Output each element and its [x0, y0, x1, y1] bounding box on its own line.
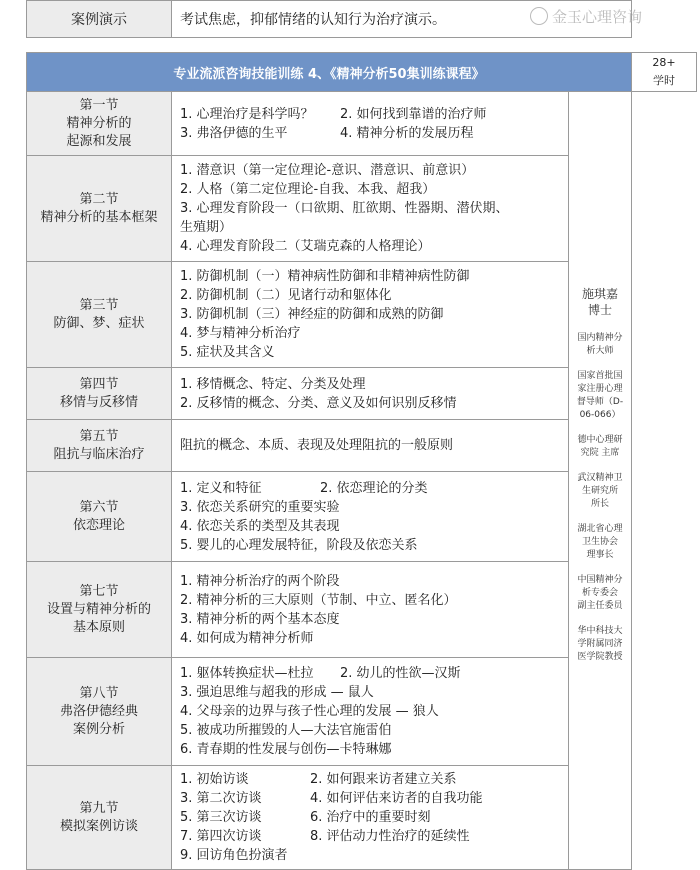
hours-value: 28+: [652, 56, 676, 69]
hours: [633, 54, 695, 90]
header-row: [27, 53, 697, 92]
teacher-credential: 德中心理研 究院 主席: [577, 434, 623, 458]
teacher-name: 施琪嘉 博士: [582, 286, 619, 317]
watermark: [530, 6, 642, 27]
list-item: 5. 症状及其含义: [180, 345, 275, 360]
table-row: [27, 92, 697, 156]
list-item: 1. 防御机制（一）精神病性防御和非精神病性防御: [180, 269, 470, 284]
list-item: 3. 弗洛伊德的生平: [180, 125, 288, 141]
teacher-credential: 中国精神分 析专委会 副主任委员: [577, 574, 623, 611]
section-title: 第四节 移情与反移情: [27, 368, 172, 420]
course-header: 专业流派咨询技能训练 4、《精神分析50集训练课程》: [27, 53, 632, 92]
list-item: 2. 人格（第二定位理论-自我、本我、超我）: [180, 182, 436, 197]
list-item: 2. 依恋理论的分类: [320, 480, 428, 496]
list-item: 4. 如何评估来访者的自我功能: [310, 791, 483, 806]
list-item: 3. 依恋关系研究的重要实验: [180, 499, 340, 515]
teacher-credential: 国家首批国 家注册心理 督导师（D- 06-066）: [576, 370, 624, 420]
section-title: 第九节 模拟案例访谈: [27, 766, 172, 870]
topic-pair: [180, 664, 560, 683]
list-item: 9. 回访角色扮演者: [180, 848, 288, 863]
section-content: [172, 156, 569, 262]
row-content: 考试焦虑，抑郁情绪的认知行为治疗演示。: [172, 1, 632, 38]
section-content: [172, 262, 569, 368]
list-item: 3. 心理发育阶段一（口欲期、肛欲期、性器期、潜伏期、 生殖期）: [180, 201, 509, 235]
list-item: 4. 依恋关系的类型及其表现: [180, 518, 340, 534]
section-title: 第五节 阻抗与临床治疗: [27, 420, 172, 472]
list-item: 5. 婴儿的心理发展特征，阶段及依恋关系: [180, 537, 418, 553]
left-margin: [0, 0, 26, 851]
section-title: 第七节 设置与精神分析的 基本原则: [27, 562, 172, 658]
list-item: 6. 治疗中的重要时刻: [310, 810, 431, 825]
section-title: 第一节 精神分析的 起源和发展: [27, 92, 172, 156]
list-item: 6. 青春期的性发展与创伤—卡特琳娜: [180, 742, 392, 757]
list-item: 1. 躯体转换症状—杜拉: [180, 666, 314, 681]
list-item: 2. 如何跟来访者建立关系: [310, 772, 457, 787]
list-item: 2. 幼儿的性欲—汉斯: [340, 666, 461, 681]
list-item: 2. 反移情的概念、分类、意义及如何识别反移情: [180, 395, 457, 411]
section-content: [172, 472, 569, 562]
section-content: [172, 658, 569, 766]
list-item: 1. 初始访谈: [180, 772, 249, 787]
list-item: 2. 防御机制（二）见诸行动和躯体化: [180, 288, 392, 303]
list-item: 3. 防御机制（三）神经症的防御和成熟的防御: [180, 307, 444, 322]
teacher-credential: 华中科技大 学附属同济 医学院教授: [577, 625, 623, 662]
section-title: 第八节 弗洛伊德经典 案例分析: [27, 658, 172, 766]
section-title: 第二节 精神分析的基本框架: [27, 156, 172, 262]
section-content: [172, 368, 569, 420]
topic-pair: [180, 479, 560, 498]
list-item: 4. 父母亲的边界与孩子性心理的发展 — 狼人: [180, 704, 439, 719]
list-item: 1. 心理治疗是科学吗？: [180, 106, 314, 122]
hours-unit: 学时: [653, 74, 676, 87]
section-content: [172, 766, 569, 870]
list-item: 2. 如何找到靠谱的治疗师: [340, 106, 487, 122]
list-item: 4. 如何成为精神分析师: [180, 630, 314, 646]
list-item: 3. 第二次访谈: [180, 791, 262, 806]
wechat-logo-icon: [530, 7, 548, 25]
list-item: 3. 精神分析的两个基本态度: [180, 611, 340, 627]
list-item: 5. 第三次访谈: [180, 810, 262, 825]
list-item: 5. 被成功所摧毁的人—大法官施雷伯: [180, 723, 392, 738]
section-content: [172, 562, 569, 658]
list-item: 3. 强迫思维与超我的形成 — 鼠人: [180, 685, 374, 700]
list-item: 阻抗的概念、本质、表现及处理阻抗的一般原则: [180, 438, 454, 453]
list-item: 7. 第四次访谈: [180, 829, 262, 844]
list-item: 1. 潜意识（第一定位理论-意识、潜意识、前意识）: [180, 163, 475, 178]
list-item: 4. 心理发育阶段二（艾瑞克森的人格理论）: [180, 239, 431, 254]
list-item: 1. 定义和特征: [180, 480, 262, 496]
section-title: 第六节 依恋理论: [27, 472, 172, 562]
list-item: 2. 精神分析的三大原则（节制、中立、匿名化）: [180, 592, 457, 608]
list-item: 1. 精神分析治疗的两个阶段: [180, 573, 340, 589]
teacher-info: [569, 92, 632, 870]
list-item: 4. 精神分析的发展历程: [340, 125, 474, 141]
watermark-text: 金玉心理咨询: [552, 8, 643, 26]
list-item: 8. 评估动力性治疗的延续性: [310, 829, 470, 844]
list-item: 1. 移情概念、特定、分类及处理: [180, 376, 366, 392]
course-table: [26, 52, 697, 870]
teacher-credential: 武汉精神卫 生研究所 所长: [577, 472, 623, 509]
teacher-credential: 国内精神分 析大师: [577, 332, 623, 356]
hours-cell: [632, 53, 697, 92]
row-label: 案例演示: [27, 1, 172, 38]
topic-grid: [180, 105, 560, 143]
teacher-credential: 湖北省心理 卫生协会 理事长: [577, 523, 623, 560]
section-content: [172, 92, 569, 156]
section-title: 第三节 防御、梦、症状: [27, 262, 172, 368]
section-content: [172, 420, 569, 472]
list-item: 4. 梦与精神分析治疗: [180, 326, 301, 341]
